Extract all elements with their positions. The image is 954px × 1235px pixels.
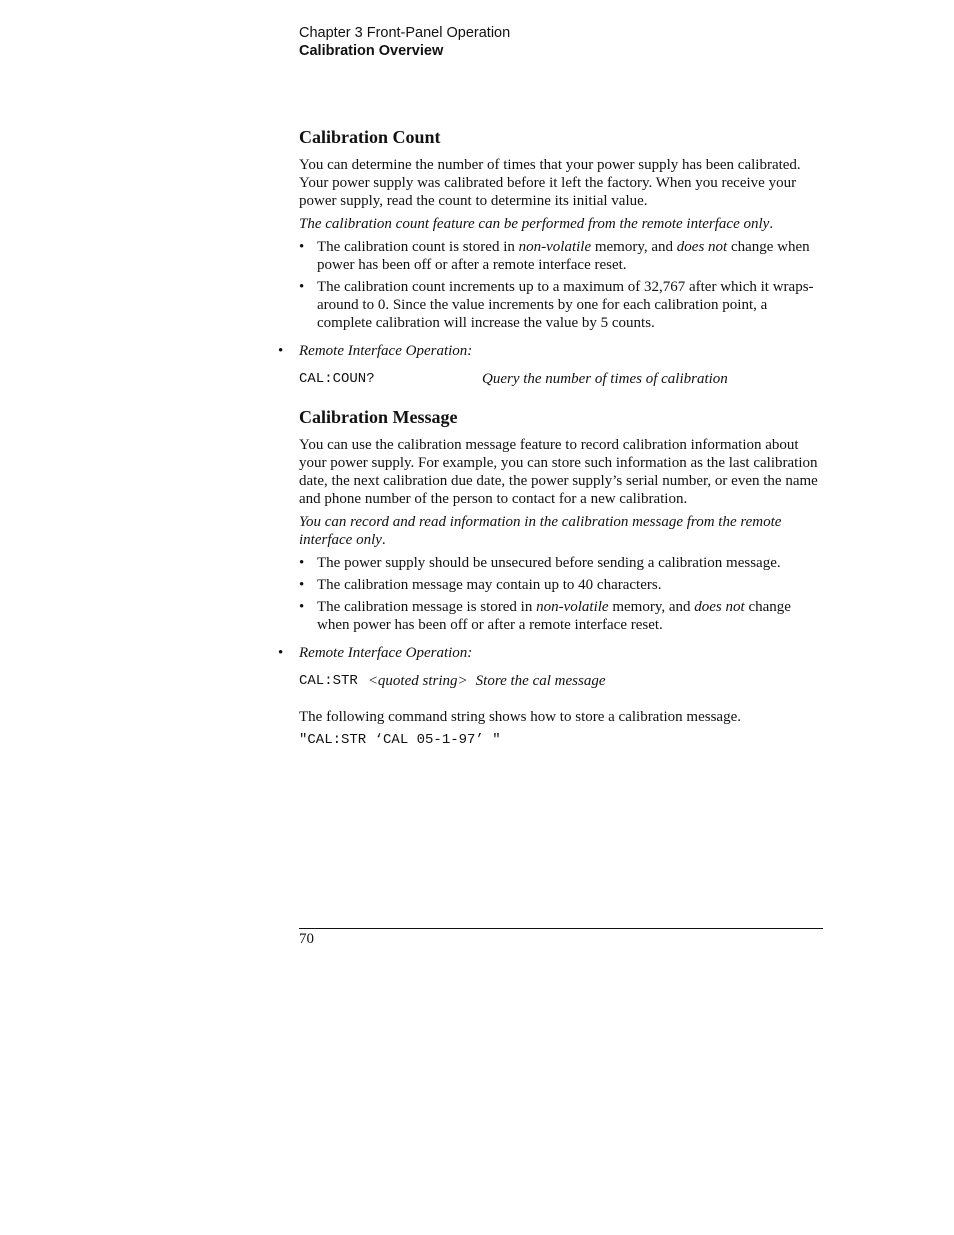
chapter-title: Chapter 3 Front-Panel Operation: [299, 25, 511, 41]
bullet-icon: •: [299, 239, 305, 255]
page-number: 70: [299, 931, 314, 947]
bullet-text: The calibration message is stored in: [317, 599, 537, 615]
bullet-icon: •: [299, 577, 305, 593]
bullet-icon: •: [278, 645, 284, 661]
bullet-emphasis: non-volatile: [518, 239, 592, 255]
command-description: Query the number of times of calibration: [482, 371, 728, 387]
calibration-message-heading: Calibration Message: [299, 407, 458, 427]
bullet-text: memory, and: [608, 599, 695, 615]
bullet-text: The calibration count is stored in: [317, 239, 519, 255]
calibration-count-heading: Calibration Count: [299, 127, 441, 147]
bullet-icon: •: [299, 279, 305, 295]
list-item: [299, 238, 821, 274]
bullet-icon: •: [299, 599, 305, 615]
calibration-count-note: [299, 215, 821, 233]
calibration-count-note-end: .: [769, 216, 774, 232]
calibration-count-note-text: The calibration count feature can be performed from the remote interface only: [299, 216, 770, 232]
calibration-message-note-end: .: [381, 532, 386, 548]
remote-interface-label: [278, 644, 821, 662]
running-header: [299, 24, 510, 60]
section-title: Calibration Overview: [299, 43, 444, 59]
bullet-text: The power supply should be unsecured before sending a calibration message.: [317, 555, 781, 571]
list-item: [299, 278, 821, 332]
example-command: "CAL:STR ‘CAL 05-1-97’ ": [299, 732, 501, 748]
remote-interface-label: [278, 342, 821, 360]
bullet-text: memory, and: [591, 239, 677, 255]
bullet-emphasis: does not: [676, 239, 728, 255]
list-item: [299, 576, 821, 594]
bullet-emphasis: non-volatile: [536, 599, 609, 615]
bullet-emphasis: does not: [694, 599, 745, 615]
command-name: CAL:STR: [299, 673, 358, 689]
footer-rule: [299, 928, 823, 929]
bullet-text: The calibration message may contain up to 40 characters.: [317, 577, 662, 593]
bullet-text: change when power has been off or after a remote interface reset.: [317, 599, 791, 633]
calibration-message-bullets: [299, 554, 821, 634]
calibration-message-intro: You can use the calibration message feature to record calibration information about your power supply. For example, you can store such information as the last calibration date, the next calibration due date, the power supply’s serial number, or even the name and phone number of the person to contact for a new calibration.: [299, 437, 818, 507]
command-name: CAL:COUN?: [299, 371, 375, 387]
command-row: [299, 370, 821, 388]
calibration-message-note: [299, 513, 821, 549]
calibration-count-intro: You can determine the number of times that your power supply has been calibrated. Your power supply was calibrated before it left the factory. When you receive your power supply, read the count to determine its initial value.: [299, 157, 801, 209]
command-argument: <quoted string>: [367, 673, 468, 689]
page-body: [278, 126, 821, 754]
bullet-icon: •: [299, 555, 305, 571]
list-item: [299, 598, 821, 634]
command-description: Store the cal message: [475, 673, 606, 689]
remote-interface-text: Remote Interface Operation:: [299, 645, 473, 661]
list-item: [299, 554, 821, 572]
example-intro: The following command string shows how to store a calibration message.: [299, 709, 741, 725]
calibration-message-note-text: You can record and read information in the calibration message from the remote interface only: [299, 514, 782, 548]
bullet-text: change when power has been off or after a remote interface reset.: [317, 239, 810, 273]
command-row: [299, 672, 821, 690]
remote-interface-text: Remote Interface Operation:: [299, 343, 473, 359]
bullet-text: The calibration count increments up to a maximum of 32,767 after which it wraps-around to 0. Since the value increments by one for each calibration point, a complete calibration will increase the value by 5 counts.: [317, 279, 814, 331]
bullet-icon: •: [278, 343, 284, 359]
calibration-count-bullets: [299, 238, 821, 332]
